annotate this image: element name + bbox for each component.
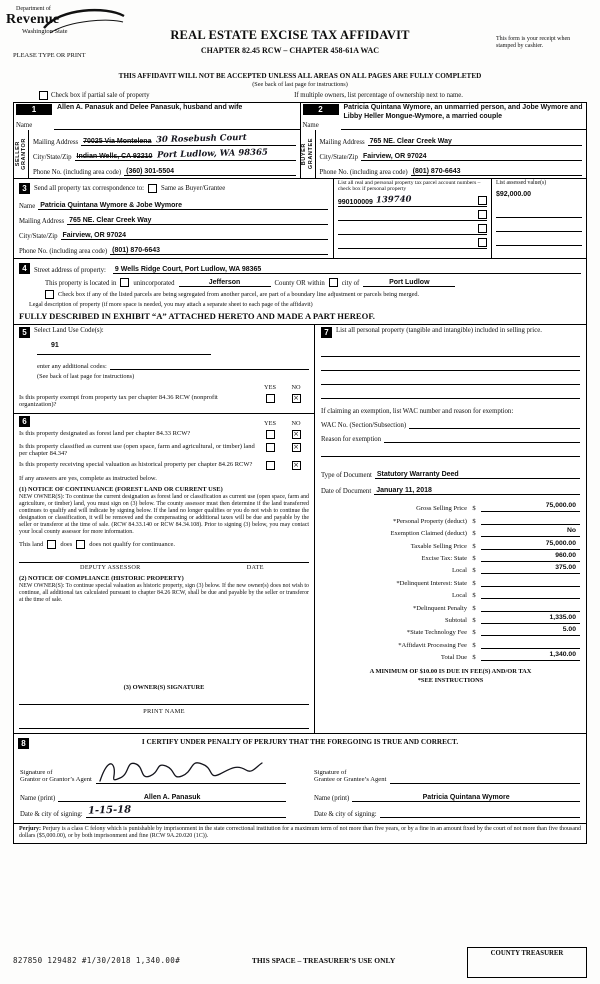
- grantee-side-label: GRANTEE: [307, 138, 314, 170]
- seller-name-label: Name: [16, 122, 33, 129]
- personal-property-blank-line[interactable]: [321, 371, 580, 385]
- money-value[interactable]: 75,000.00: [481, 502, 580, 512]
- grantor-name-print-label: Name (print): [20, 795, 56, 802]
- no-column-header: NO: [291, 384, 301, 391]
- buyer-name-label: Name: [302, 122, 319, 129]
- seller-grantor-box: [13, 102, 301, 179]
- notice-compliance-body: NEW OWNER(S): To continue special valuation as historic property, sign (3) below. If the new owner(s) does not wish to continue, all additional tax calculated pursuant to chapter 84.26 RCW, shall be due and payable by the seller or transferor at the time of sale.: [19, 583, 309, 604]
- section-3-number: 3: [19, 183, 30, 194]
- excise-tax-calculation: [321, 500, 580, 661]
- owners-signature-label: (3) OWNER(S) SIGNATURE: [123, 684, 205, 691]
- money-label: Gross Selling Price: [416, 505, 467, 513]
- print-name-line[interactable]: [19, 715, 309, 729]
- seller-mailing-label: Mailing Address: [33, 139, 79, 146]
- current-use-question: Is this property classified as current use (open space, farm and agricultural, or timber) land per chapter 84.34?: [19, 442, 255, 458]
- deputy-assessor-signature-line[interactable]: [19, 549, 309, 563]
- street-address-field[interactable]: [113, 264, 581, 274]
- wac-number-label: WAC No. (Section/Subsection): [321, 422, 407, 429]
- money-label: *Personal Property (deduct): [393, 517, 467, 525]
- seller-phone-label: Phone No. (including area code): [33, 169, 122, 176]
- seller-phone-row: [33, 161, 296, 176]
- receipt-note: This form is your receipt when stamped by cashier.: [496, 36, 571, 49]
- correspondence-mailing-value: 765 NE. Clear Creek Way: [69, 217, 152, 224]
- exemption-reason-blank-line[interactable]: [321, 443, 580, 457]
- see-back-note: (See back of last page for instructions): [252, 81, 348, 88]
- correspondence-name-field[interactable]: [38, 200, 328, 210]
- assessed-value[interactable]: $92,000.00: [496, 191, 532, 199]
- correspondence-city-value: Fairview, OR 97024: [62, 232, 127, 239]
- money-value[interactable]: [481, 602, 580, 612]
- form-title: REAL ESTATE EXCISE TAX AFFIDAVIT: [170, 28, 410, 42]
- buyer-city-row: [320, 146, 583, 161]
- assessed-values-column: [491, 179, 586, 258]
- grantor-date-handwritten: 1-15-18: [87, 804, 131, 817]
- buyer-phone-label: Phone No. (including area code): [319, 169, 408, 176]
- money-row-affidavit-processing-fee: [321, 636, 580, 648]
- personal-property-blank-line[interactable]: [321, 343, 580, 357]
- buyer-phone-value: (801) 870-6643: [412, 168, 461, 175]
- correspondence-mailing-label: Mailing Address: [19, 218, 65, 225]
- personal-property-blank-line[interactable]: [321, 357, 580, 371]
- grantee-name-print-field[interactable]: [352, 792, 580, 802]
- section-6-number: 6: [19, 416, 30, 427]
- does-label: does: [60, 541, 73, 549]
- certification-section: [13, 733, 587, 824]
- located-pre-label: This property is located in: [45, 280, 117, 287]
- document-date-value: January 11, 2018: [376, 487, 432, 494]
- section-2-number: 2: [303, 104, 339, 115]
- yes-column-header: YES: [264, 419, 276, 427]
- partial-sale-label: Check box if partial sale of property: [51, 92, 150, 99]
- buyer-side-strip: [301, 130, 316, 178]
- grantor-date-city-field[interactable]: [86, 806, 286, 818]
- parcel-row[interactable]: [338, 193, 487, 207]
- personal-property-label: List all personal property (tangible and intangible) included in selling price.: [336, 327, 542, 334]
- grantee-signature-of-label: Signature of: [314, 768, 347, 776]
- money-value[interactable]: 75,000.00: [481, 540, 580, 550]
- county-treasurer-box: COUNTY TREASURER: [467, 947, 587, 978]
- additional-codes-field[interactable]: [110, 360, 309, 370]
- money-row-state-technology-fee: [321, 624, 580, 636]
- dollar-sign: $: [472, 592, 476, 600]
- grantor-agent-label: Grantor or Grantor’s Agent: [20, 776, 92, 784]
- unincorporated-label: unincorporated: [133, 280, 175, 287]
- notice-continuance-body: NEW OWNER(S): To continue the current designation as forest land or classification as current use (open space, farm and agriculture, or timber) land, you must sign on (3) below. The county assessor must then determine if the land transferred continues to qualify and will indicate by signing below. If the land no longer qualifies or you do not wish to continue the designation or classification, it will be removed and the compensating or additional taxes will be due and payable by the seller or transferor at the time of sale. (RCW 84.33.140 or RCW 84.34.108). Prior to signing (3) below, you may contact your local county assessor for more information.: [19, 494, 309, 536]
- correspondence-mailing-field[interactable]: [67, 215, 328, 225]
- exemption-reason-field[interactable]: [384, 433, 580, 443]
- print-name-label: PRINT NAME: [143, 708, 185, 715]
- grantee-signature-field[interactable]: [390, 749, 580, 784]
- correspondence-city-row: [19, 225, 328, 240]
- money-value[interactable]: 960.00: [481, 552, 580, 562]
- exempt-yes-checkbox[interactable]: [266, 394, 275, 403]
- money-row-exemption-claimed: [321, 525, 580, 537]
- dollar-sign: $: [472, 641, 476, 649]
- historic-no-checkbox[interactable]: ×: [293, 460, 299, 469]
- middle-sections: [13, 324, 587, 734]
- money-row-delinquent-interest-local: [321, 587, 580, 599]
- selling-price-section: [315, 325, 586, 733]
- assessor-date-label: DATE: [246, 564, 264, 572]
- money-row-subtotal: [321, 612, 580, 624]
- money-row-gross-selling-price: [321, 500, 580, 512]
- money-row-delinquent-interest-state: [321, 574, 580, 586]
- document-type-label: Type of Document: [321, 472, 372, 479]
- money-value[interactable]: [481, 639, 580, 649]
- segregated-label: Check box if any of the listed parcels are being segregated from another parcel, are part of a boundary line adjustment or parcels being merged.: [58, 291, 420, 298]
- money-value[interactable]: 5.00: [481, 626, 580, 636]
- money-label: *State Technology Fee: [406, 629, 467, 637]
- money-row-excise-state: [321, 550, 580, 562]
- grantee-agent-label: Grantee or Grantee’s Agent: [314, 776, 387, 784]
- grantor-signature-field[interactable]: [96, 749, 286, 784]
- minimum-fee-note: A MINIMUM OF $10.00 IS DUE IN FEE(S) AND/OR TAX: [369, 668, 532, 676]
- buyer-phone-row: [320, 161, 583, 176]
- form-chapter: CHAPTER 82.45 RCW – CHAPTER 458-61A WAC: [200, 46, 380, 55]
- land-designation-section: [14, 413, 314, 733]
- historic-yes-checkbox[interactable]: [266, 461, 275, 470]
- grantor-signature-of-label: Signature of: [20, 768, 53, 776]
- city-of-label: city of: [341, 280, 360, 287]
- seller-side-label: SELLER: [14, 141, 21, 167]
- money-label: *Delinquent Interest: State: [396, 579, 467, 587]
- dollar-sign: $: [472, 579, 476, 587]
- assessed-blank-line[interactable]: [496, 204, 582, 218]
- seller-city-row: [33, 146, 296, 161]
- treasurer-space-label: THIS SPACE – TREASURER’S USE ONLY: [251, 956, 396, 965]
- partial-sale-row: [13, 90, 587, 102]
- yes-column-header: YES: [264, 384, 276, 391]
- forest-no-checkbox[interactable]: ×: [293, 429, 299, 438]
- buyer-grantee-box: [300, 102, 588, 179]
- money-label: Local: [451, 592, 467, 600]
- forest-yes-checkbox[interactable]: [266, 430, 275, 439]
- parcel-row[interactable]: [338, 207, 487, 221]
- dollar-sign: $: [472, 554, 476, 562]
- seller-mailing-row: [33, 131, 296, 146]
- qualify-pre-label: This land: [19, 541, 44, 549]
- section-8-number: 8: [18, 738, 29, 749]
- parcel-number-value: 990100009: [337, 198, 373, 206]
- perjury-notice: [13, 823, 587, 844]
- street-address-value: 9 Wells Ridge Court, Port Ludlow, WA 98365: [114, 266, 262, 273]
- dollar-sign: $: [472, 654, 476, 662]
- dollar-sign: $: [472, 604, 476, 612]
- correspondence-city-field[interactable]: [61, 230, 328, 240]
- correspondence-phone-value: (801) 870-6643: [112, 247, 161, 254]
- exemption-claim-label: If claiming an exemption, list WAC number and reason for exemption:: [321, 408, 514, 415]
- section-5-number: 5: [19, 327, 30, 338]
- section-1-number: 1: [16, 104, 52, 115]
- correspondence-name-row: [19, 195, 328, 210]
- legal-description-value[interactable]: FULLY DESCRIBED IN EXHIBIT “A” ATTACHED HERETO AND MADE A PART HEREOF.: [19, 311, 375, 321]
- please-type-note: PLEASE TYPE OR PRINT: [13, 52, 86, 59]
- parcel-personal-checkbox[interactable]: [478, 224, 487, 233]
- grantee-name-print-label: Name (print): [314, 795, 350, 802]
- partial-sale-checkbox[interactable]: [39, 91, 48, 100]
- parcel-header: List all real and personal property tax parcel account numbers – check box if personal property: [337, 180, 481, 193]
- money-label: Excise Tax: State: [421, 554, 467, 562]
- section-4-number: 4: [19, 263, 30, 274]
- money-label: Local: [451, 567, 467, 575]
- money-value[interactable]: 1,335.00: [481, 614, 580, 624]
- logo-state-line: Washington State: [22, 28, 68, 35]
- owners-signature-line[interactable]: [19, 691, 309, 705]
- money-label: Subtotal: [445, 616, 467, 624]
- city-of-checkbox[interactable]: [329, 278, 338, 287]
- seller-phone-value: (360) 301-5504: [126, 168, 175, 175]
- city-of-value[interactable]: Port Ludlow: [363, 279, 455, 287]
- correspondence-name-value: Patricia Quintana Wymore & Jobe Wymore: [40, 202, 182, 209]
- seller-phone-field[interactable]: [124, 166, 295, 176]
- county-value[interactable]: Jefferson: [179, 279, 271, 287]
- section5-see-back: (See back of last page for instructions): [37, 373, 135, 380]
- historic-question: Is this property receiving special valuation as historical property per chapter 84.26 RCW?: [19, 460, 253, 468]
- money-label: Exemption Claimed (deduct): [390, 530, 467, 538]
- logo-revenue-line: Revenue: [6, 12, 60, 27]
- grantor-name-print-field[interactable]: [58, 792, 286, 802]
- parcel-personal-checkbox[interactable]: [478, 210, 487, 219]
- grantor-signature-icon: [96, 753, 266, 789]
- parcel-personal-checkbox[interactable]: [478, 196, 487, 205]
- land-use-section: [14, 325, 314, 413]
- money-row-delinquent-penalty: [321, 599, 580, 611]
- document-date-label: Date of Document: [321, 488, 372, 495]
- seller-mailing-handwritten: 30 Rosebush Court: [156, 132, 248, 146]
- money-label: Taxable Selling Price: [410, 542, 467, 550]
- buyer-mailing-label: Mailing Address: [319, 139, 365, 146]
- certify-statement: I CERTIFY UNDER PENALTY OF PERJURY THAT THE FOREGOING IS TRUE AND CORRECT.: [141, 738, 459, 746]
- correspondence-mailing-row: [19, 210, 328, 225]
- forest-land-question: Is this property designated as forest land per chapter 84.33 RCW?: [19, 429, 191, 437]
- buyer-phone-field[interactable]: [411, 166, 582, 176]
- money-value[interactable]: No: [481, 527, 580, 537]
- correspondence-phone-label: Phone No. (including area code): [19, 248, 108, 255]
- does-not-label: does not qualify for continuance.: [89, 541, 176, 549]
- grantee-name-print-value: Patricia Quintana Wymore: [422, 794, 510, 801]
- notice-compliance-title: (2) NOTICE OF COMPLIANCE (HISTORIC PROPERTY): [19, 575, 184, 583]
- segregated-checkbox[interactable]: [45, 290, 54, 299]
- money-row-personal-property: [321, 512, 580, 524]
- money-label: *Delinquent Penalty: [412, 604, 467, 612]
- money-row-excise-local: [321, 562, 580, 574]
- dollar-sign: $: [472, 530, 476, 538]
- buyer-side-label: BUYER: [301, 142, 307, 166]
- send-correspondence-label: Send all property tax correspondence to:: [34, 184, 145, 192]
- assessed-header: List assessed value(s): [496, 180, 547, 186]
- money-value[interactable]: 375.00: [481, 564, 580, 574]
- grantor-name-print-value: Allen A. Panasuk: [143, 794, 201, 801]
- tax-correspondence-section: [13, 178, 587, 259]
- exemption-reason-label: Reason for exemption: [321, 436, 382, 443]
- assessed-blank-line[interactable]: [496, 232, 582, 246]
- document-type-field[interactable]: [375, 469, 580, 479]
- buyer-city-label: City/State/Zip: [319, 154, 359, 161]
- correspondence-city-label: City/State/Zip: [19, 233, 58, 240]
- cashier-stamp: 827850 129482 #1/30/2018 1,340.00#: [13, 956, 181, 965]
- additional-codes-label: enter any additional codes:: [37, 363, 107, 370]
- money-value[interactable]: [481, 577, 580, 587]
- correspondence-name-label: Name: [19, 203, 36, 210]
- same-as-buyer-label: Same as Buyer/Grantee: [161, 184, 226, 192]
- buyer-mailing-field[interactable]: [368, 136, 582, 146]
- if-yes-note: If any answers are yes, complete as instructed below.: [19, 474, 157, 482]
- does-not-qualify-checkbox[interactable]: [76, 540, 85, 549]
- section-7-number: 7: [321, 327, 332, 338]
- exempt-question: Is this property exempt from property tax per chapter 84.36 RCW (nonprofit organization)?: [19, 394, 218, 409]
- buyer-mailing-row: [320, 131, 583, 146]
- money-value[interactable]: [481, 589, 580, 599]
- money-row-taxable-selling-price: [321, 537, 580, 549]
- land-use-code-field[interactable]: 91: [37, 342, 211, 355]
- grantee-date-city-label: Date & city of signing:: [314, 811, 377, 818]
- dollar-sign: $: [472, 542, 476, 550]
- correspondence-phone-row: [19, 240, 328, 255]
- dollar-sign: $: [472, 505, 476, 513]
- correspondence-phone-field[interactable]: [110, 245, 328, 255]
- dollar-sign: $: [472, 616, 476, 624]
- treasurer-footer: [13, 947, 587, 978]
- parcel-row[interactable]: [338, 221, 487, 235]
- dollar-sign: $: [472, 629, 476, 637]
- seller-city-label: City/State/Zip: [33, 154, 72, 161]
- deputy-assessor-label: DEPUTY ASSESSOR: [80, 564, 141, 572]
- money-value[interactable]: [481, 515, 580, 525]
- seller-city-handwritten: Port Ludlow, WA 98365: [157, 147, 269, 161]
- dollar-sign: $: [472, 567, 476, 575]
- does-qualify-checkbox[interactable]: [47, 540, 56, 549]
- property-location-section: [13, 258, 587, 325]
- money-label: *Affidavit Processing Fee: [398, 641, 467, 649]
- legal-description-label: Legal description of property (if more space is needed, you may attach a separate sheet to each page of the affidavit): [29, 302, 313, 308]
- seller-name-value[interactable]: Allen A. Panasuk and Delee Panasuk, husband and wife: [54, 103, 300, 130]
- document-date-field[interactable]: [374, 485, 580, 495]
- document-type-value: Statutory Warranty Deed: [376, 471, 459, 478]
- buyer-mailing-value: 765 NE. Clear Creek Way: [369, 138, 452, 145]
- parcel-row[interactable]: [338, 235, 487, 249]
- money-value[interactable]: 1,340.00: [481, 651, 580, 661]
- same-as-buyer-checkbox[interactable]: [148, 184, 157, 193]
- exempt-no-checkbox[interactable]: ×: [293, 394, 299, 402]
- parcel-handwritten-value: 139740: [375, 194, 412, 206]
- buyer-city-field[interactable]: [361, 151, 582, 161]
- street-address-label: Street address of property:: [34, 267, 106, 274]
- current-use-no-checkbox[interactable]: ×: [293, 442, 299, 451]
- form-header: [0, 0, 600, 72]
- parcel-numbers-column: [334, 179, 491, 258]
- located-mid-label: County OR within: [274, 280, 325, 287]
- acceptance-warning: THIS AFFIDAVIT WILL NOT BE ACCEPTED UNLESS ALL AREAS ON ALL PAGES ARE FULLY COMPLETED: [118, 72, 482, 80]
- money-row-total-due: [321, 649, 580, 661]
- personal-property-blank-line[interactable]: [321, 385, 580, 399]
- notice-continuance-title: (1) NOTICE OF CONTINUANCE (FOREST LAND OR CURRENT USE): [19, 486, 223, 494]
- no-column-header: NO: [291, 419, 301, 427]
- current-use-yes-checkbox[interactable]: [266, 443, 275, 452]
- buyer-city-value: Fairview, OR 97024: [363, 153, 427, 160]
- wac-number-field[interactable]: [409, 419, 580, 429]
- buyer-name-value[interactable]: Patricia Quintana Wymore, an unmarried person, and Jobe Wymore and Libby Heller Mongue-Wymore, a married couple: [341, 103, 587, 130]
- seller-mailing-field[interactable]: [81, 132, 295, 146]
- parcel-personal-checkbox[interactable]: [478, 238, 487, 247]
- seller-city-printed: Indian Wells, CA 92210: [76, 153, 153, 160]
- assessed-blank-line[interactable]: [496, 218, 582, 232]
- unincorporated-checkbox[interactable]: [120, 278, 129, 287]
- land-use-label: Select Land Use Code(s):: [34, 327, 104, 334]
- grantor-side-label: GRANTOR: [21, 138, 27, 170]
- dollar-sign: $: [472, 517, 476, 525]
- grantee-date-city-field[interactable]: [380, 808, 580, 818]
- seller-mailing-printed: 70025 Via Montelena: [83, 138, 152, 145]
- money-label: Total Due: [440, 654, 467, 662]
- grantor-date-city-label: Date & city of signing:: [20, 811, 83, 818]
- parties-row: [13, 102, 587, 179]
- perjury-lead: Perjury:: [19, 826, 41, 832]
- seller-city-field[interactable]: [75, 147, 296, 161]
- logo-dept-line: Department of: [16, 6, 51, 12]
- see-instructions-note: *SEE INSTRUCTIONS: [417, 677, 484, 685]
- perjury-text: Perjury is a class C felony which is punishable by imprisonment in the state correctional institution for a maximum term of not more than five years, or by a fine in an amount fixed by the court of not more than five thousand dollars ($5,000.00), or by both imprisonment and fine (RCW 9A.20.020 (1C)).: [19, 826, 582, 839]
- multiple-owners-note: If multiple owners, list percentage of ownership next to name.: [294, 92, 464, 99]
- seller-side-strip: [14, 130, 29, 178]
